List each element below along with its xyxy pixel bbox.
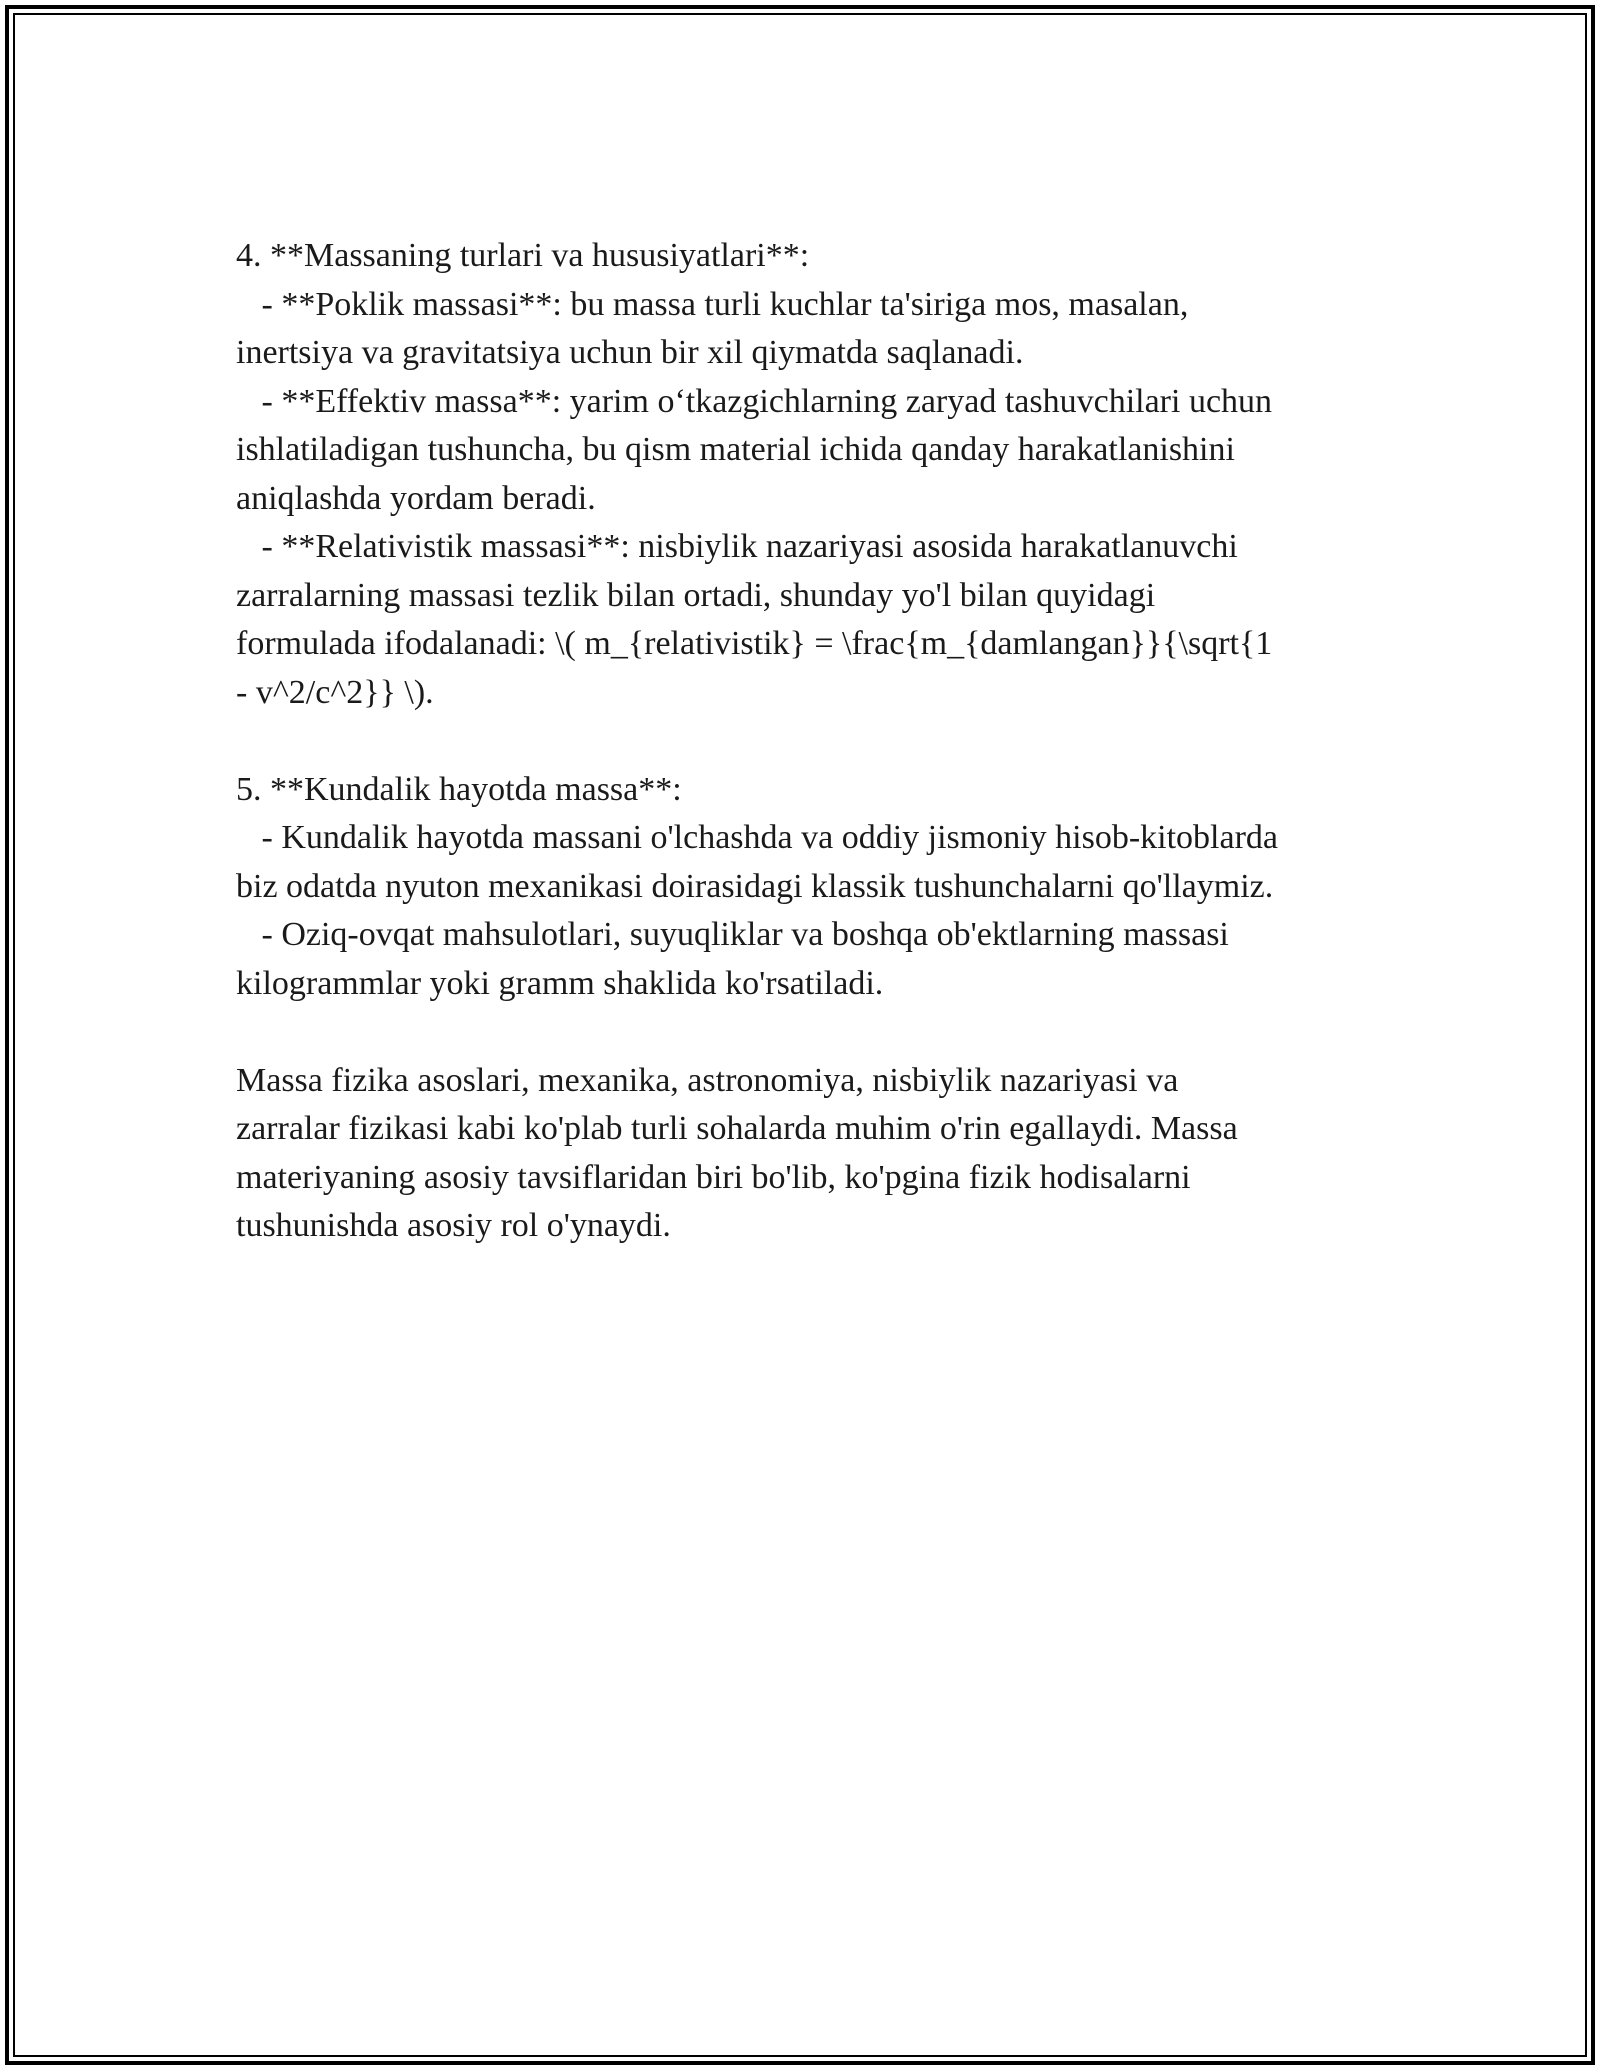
list-item-effektiv-massa-cont-2: aniqlashda yordam beradi.: [236, 479, 596, 517]
conclusion-line-2: zarralar fizikasi kabi ko'plab turli sohalarda muhim o'rin egallaydi. Massa: [236, 1110, 1238, 1147]
list-item-kundalik-hayot-cont: biz odatda nyuton mexanikasi doirasidagi klassik tushunchalarni qo'llaymiz.: [236, 867, 1274, 905]
document-body: [236, 232, 1366, 1251]
paragraph-gap: [236, 717, 1366, 766]
list-item-oziq-ovqat-cont: kilogrammlar yoki gramm shaklida ko'rsatiladi.: [236, 964, 884, 1002]
section-5-heading: 5. **Kundalik hayotda massa**:: [236, 770, 682, 808]
paragraph-gap: [236, 1008, 1366, 1057]
list-item-effektiv-massa: - **Effektiv massa**: yarim o‘tkazgichlarning zaryad tashuvchilari uchun: [236, 382, 1273, 420]
conclusion-line-4: tushunishda asosiy rol o'ynaydi.: [236, 1207, 671, 1244]
list-item-relativistik-formula: formulada ifodalanadi: \( m_{relativistik} = \frac{m_{damlangan}}{\sqrt{1: [236, 625, 1273, 662]
list-item-effektiv-massa-cont-1: ishlatiladigan tushuncha, bu qism material ichida qanday harakatlanishini: [236, 431, 1235, 468]
list-item-poklik-massasi-cont: inertsiya va gravitatsiya uchun bir xil qiymatda saqlanadi.: [236, 334, 1024, 371]
list-item-relativistik-formula-cont: - v^2/c^2}} \).: [236, 673, 434, 711]
section-4-heading: 4. **Massaning turlari va hususiyatlari**:: [236, 237, 810, 274]
list-item-relativistik-massasi: - **Relativistik massasi**: nisbiylik nazariyasi asosida harakatlanuvchi: [236, 528, 1238, 565]
list-item-relativistik-massasi-cont-1: zarralarning massasi tezlik bilan ortadi, shunday yo'l bilan quyidagi: [236, 576, 1156, 614]
list-item-poklik-massasi: - **Poklik massasi**: bu massa turli kuchlar ta'siriga mos, masalan,: [236, 285, 1189, 323]
conclusion-line-3: materiyaning asosiy tavsiflaridan biri bo'lib, ko'pgina fizik hodisalarni: [236, 1158, 1191, 1196]
list-item-oziq-ovqat: - Oziq-ovqat mahsulotlari, suyuqliklar va boshqa ob'ektlarning massasi: [236, 916, 1229, 953]
conclusion-line-1: Massa fizika asoslari, mexanika, astronomiya, nisbiylik nazariyasi va: [236, 1061, 1179, 1099]
list-item-kundalik-hayot: - Kundalik hayotda massani o'lchashda va oddiy jismoniy hisob-kitoblarda: [236, 819, 1278, 856]
